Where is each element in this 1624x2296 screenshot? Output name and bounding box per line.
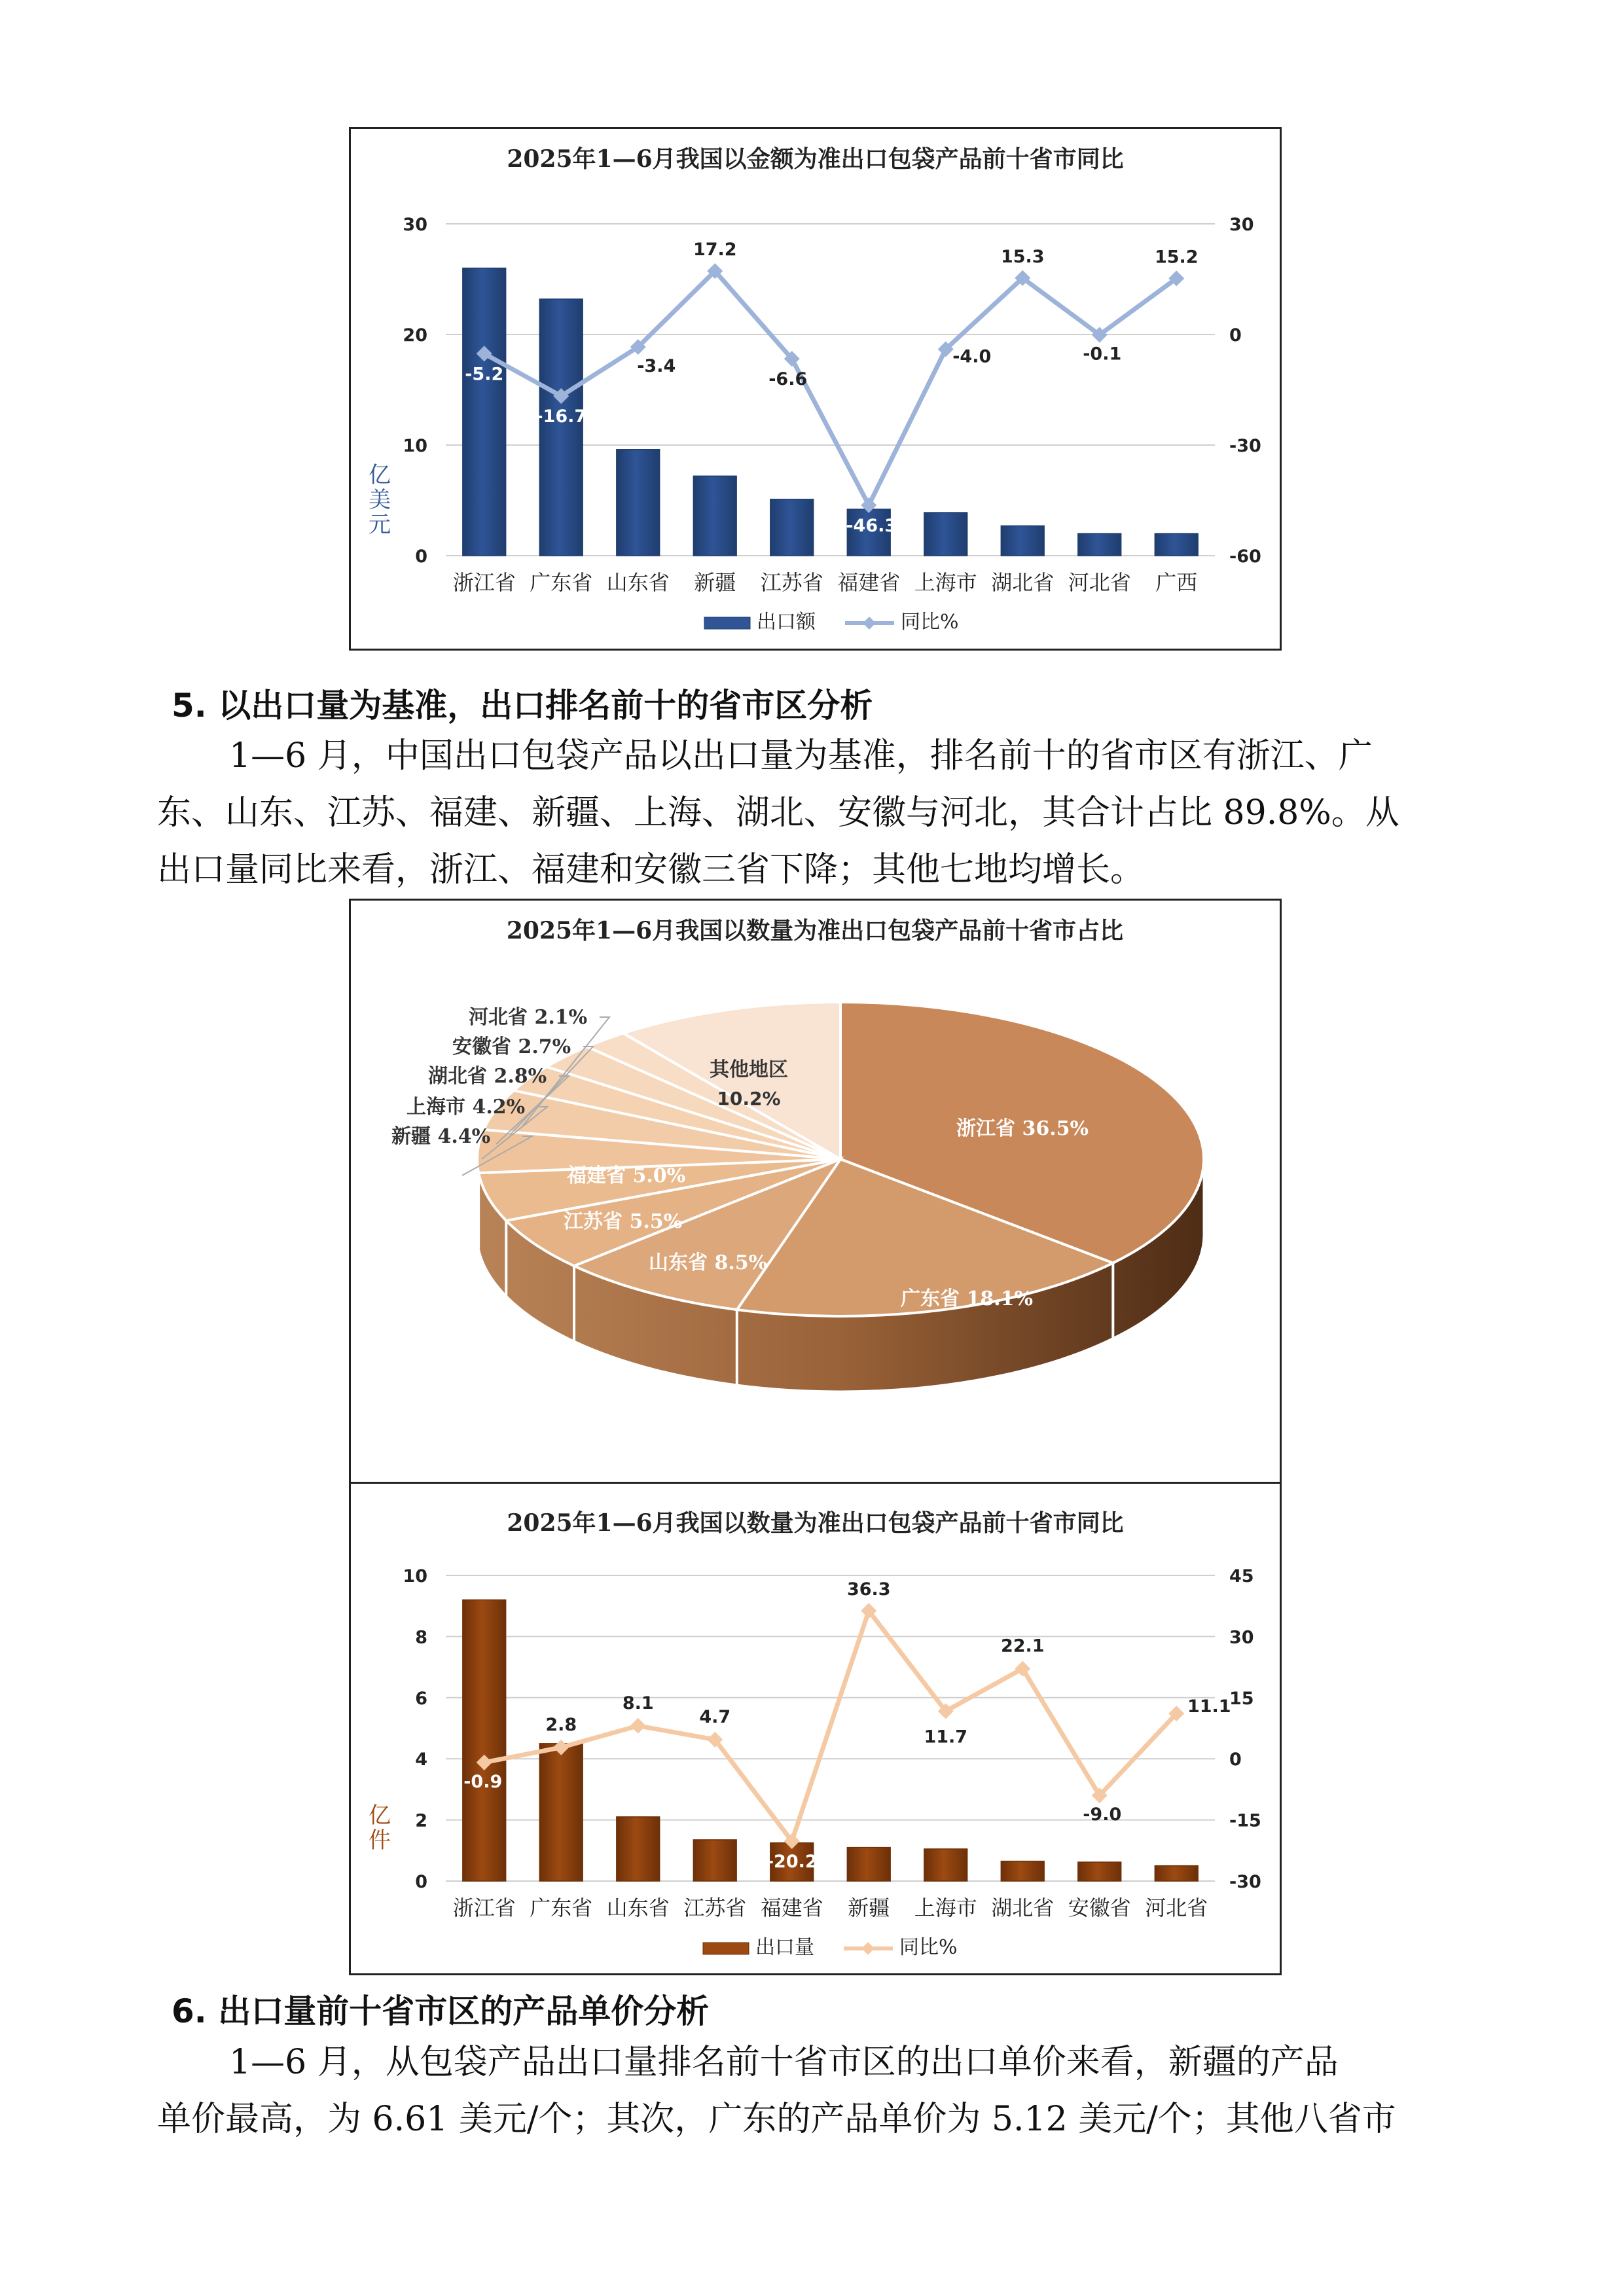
paragraph-line: 1—6 月，从包袋产品出口量排名前十省市区的出口单价来看，新疆的产品	[229, 2043, 1339, 2082]
y-axis-label-char: 亿	[369, 1803, 391, 1829]
paragraph-line: 1—6 月，中国出口包袋产品以出口量为基准，排名前十的省市区有浙江、广	[229, 736, 1373, 776]
bar	[1155, 1866, 1198, 1881]
slice-label: 河北省 2.1%	[469, 1006, 588, 1029]
legend-swatch-bar	[704, 617, 750, 629]
slice-label: 山东省 8.5%	[649, 1251, 768, 1274]
y2-tick-label: -30	[1229, 436, 1261, 456]
y2-tick-label: 30	[1229, 215, 1254, 235]
x-tick-label: 广东省	[530, 1895, 593, 1920]
data-label: -20.2	[766, 1851, 818, 1872]
legend-marker	[864, 618, 875, 629]
bar	[924, 512, 967, 556]
value-chart-panel	[349, 127, 1282, 651]
bar	[693, 476, 736, 556]
y2-tick-label: 0	[1229, 325, 1242, 346]
data-label: -3.4	[637, 356, 676, 377]
slice-label: 上海市 4.2%	[406, 1096, 526, 1119]
line-point	[632, 1719, 645, 1732]
slice-label-name: 其他地区	[710, 1058, 788, 1081]
y2-tick-label: 0	[1229, 1749, 1242, 1770]
bar	[463, 268, 506, 556]
slice-label: 浙江省 36.5%	[956, 1117, 1089, 1140]
y-axis-label	[369, 462, 391, 538]
data-label: 17.2	[693, 240, 737, 260]
x-tick-label: 山东省	[606, 1895, 670, 1920]
data-label: 2.8	[545, 1714, 577, 1735]
slice-label: 福建省 5.0%	[567, 1164, 686, 1187]
y-axis-label-char: 元	[369, 512, 391, 538]
y2-tick-label: 15	[1229, 1688, 1254, 1709]
value-chart	[351, 129, 1280, 649]
data-label: -0.1	[1083, 344, 1122, 365]
paragraph-line: 出口量同比来看，浙江、福建和安徽三省下降；其他七地均增长。	[157, 850, 1145, 889]
chart-title: 2025年1—6月我国以金额为准出口包袋产品前十省市同比	[507, 145, 1124, 173]
share-pie-chart	[351, 901, 1280, 1482]
y2-tick-label: 30	[1229, 1627, 1254, 1648]
bar	[617, 450, 660, 556]
data-label: 22.1	[1000, 1636, 1045, 1657]
y-tick-label: 6	[415, 1688, 427, 1709]
slice-label: 安徽省 2.7%	[452, 1035, 571, 1058]
slice-label: 新疆 4.4%	[391, 1125, 491, 1148]
data-label: -5.2	[465, 364, 504, 385]
bar	[1078, 1862, 1121, 1881]
bar	[463, 1600, 506, 1881]
x-tick-label: 福建省	[837, 570, 901, 595]
x-tick-label: 湖北省	[991, 1895, 1055, 1920]
x-tick-label: 新疆	[694, 570, 736, 595]
y-tick-label: 4	[415, 1749, 427, 1770]
y-tick-label: 10	[403, 1566, 427, 1587]
bar	[1001, 526, 1044, 556]
x-tick-label: 河北省	[1145, 1895, 1208, 1920]
bar	[539, 299, 583, 556]
x-tick-label: 新疆	[848, 1895, 890, 1920]
legend-label: 同比%	[899, 1936, 958, 1959]
section-6-paragraph	[157, 2034, 1473, 2148]
quantity-charts-panel	[349, 899, 1282, 1975]
bar	[1001, 1861, 1044, 1881]
data-label: 15.3	[1000, 246, 1045, 267]
series-line	[484, 1611, 1177, 1841]
quantity-chart	[351, 1484, 1280, 1973]
legend-marker	[863, 1943, 874, 1954]
data-label: 8.1	[622, 1693, 654, 1713]
slice-label: 江苏省 5.5%	[564, 1210, 683, 1233]
bar	[539, 1744, 583, 1881]
x-tick-label: 广西	[1155, 570, 1198, 595]
x-tick-label: 浙江省	[452, 1895, 516, 1920]
y-tick-label: 8	[415, 1627, 427, 1648]
x-tick-label: 山东省	[606, 570, 670, 595]
legend-label: 同比%	[901, 611, 959, 634]
y2-tick-label: -30	[1229, 1872, 1261, 1892]
x-tick-label: 上海市	[914, 570, 977, 595]
slice-label: 湖北省 2.8%	[428, 1065, 547, 1088]
y-tick-label: 0	[415, 547, 427, 567]
y2-tick-label: -15	[1229, 1810, 1261, 1831]
data-label: -6.6	[768, 369, 808, 390]
x-tick-label: 广东省	[530, 570, 593, 595]
y2-tick-label: 45	[1229, 1566, 1254, 1587]
data-label: 11.7	[924, 1727, 968, 1748]
data-label: -9.0	[1083, 1804, 1122, 1825]
y-axis-label-char: 件	[369, 1827, 391, 1854]
y-tick-label: 30	[403, 215, 427, 235]
bar	[1078, 533, 1121, 556]
y-tick-label: 2	[415, 1810, 427, 1831]
bar	[770, 499, 814, 556]
data-label: 15.2	[1154, 247, 1199, 268]
x-tick-label: 上海市	[914, 1895, 977, 1920]
x-tick-label: 江苏省	[760, 570, 823, 595]
x-tick-label: 安徽省	[1068, 1895, 1131, 1920]
section-6-heading: 6. 出口量前十省市区的产品单价分析	[171, 1992, 710, 2030]
x-tick-label: 福建省	[760, 1895, 823, 1920]
data-label: 11.1	[1187, 1696, 1231, 1717]
legend-swatch-bar	[703, 1943, 749, 1954]
y-tick-label: 10	[403, 436, 427, 456]
series-line	[484, 271, 1177, 505]
legend-label: 出口额	[757, 611, 816, 634]
bar	[924, 1849, 967, 1881]
chart-title: 2025年1—6月我国以数量为准出口包袋产品前十省市同比	[507, 1509, 1124, 1537]
y-axis-label	[369, 1803, 391, 1854]
data-label: -0.9	[463, 1771, 503, 1792]
data-label: 4.7	[699, 1706, 731, 1727]
x-tick-label: 湖北省	[991, 570, 1055, 595]
data-label: -16.7	[535, 406, 587, 427]
y-axis-label-char: 亿	[369, 462, 391, 488]
data-label: -46.3	[846, 515, 897, 536]
bar	[693, 1840, 736, 1881]
section-5-paragraph	[157, 728, 1473, 899]
x-tick-label: 江苏省	[683, 1895, 747, 1920]
slice-label-value: 10.2%	[717, 1088, 781, 1109]
y2-tick-label: -60	[1229, 547, 1261, 567]
section-5-heading: 5. 以出口量为基准，出口排名前十的省市区分析	[171, 687, 873, 725]
bar	[617, 1817, 660, 1881]
slice-label: 广东省 18.1%	[901, 1287, 1034, 1310]
paragraph-line: 单价最高，为 6.61 美元/个；其次，广东的产品单价为 5.12 美元/个；其他八省市	[157, 2100, 1396, 2139]
bar	[1155, 533, 1198, 556]
y-tick-label: 0	[415, 1872, 427, 1892]
x-tick-label: 河北省	[1068, 570, 1131, 595]
bar	[847, 1848, 890, 1881]
chart-title: 2025年1—6月我国以数量为准出口包袋产品前十省市占比	[506, 917, 1124, 944]
y-axis-label-char: 美	[369, 487, 391, 513]
x-tick-label: 浙江省	[452, 570, 516, 595]
paragraph-line: 东、山东、江苏、福建、新疆、上海、湖北、安徽与河北，其合计占比 89.8%。从	[157, 793, 1399, 833]
data-label: 36.3	[846, 1579, 891, 1600]
data-label: -4.0	[952, 346, 992, 367]
y-tick-label: 20	[403, 325, 427, 346]
legend-label: 出口量	[755, 1936, 814, 1959]
